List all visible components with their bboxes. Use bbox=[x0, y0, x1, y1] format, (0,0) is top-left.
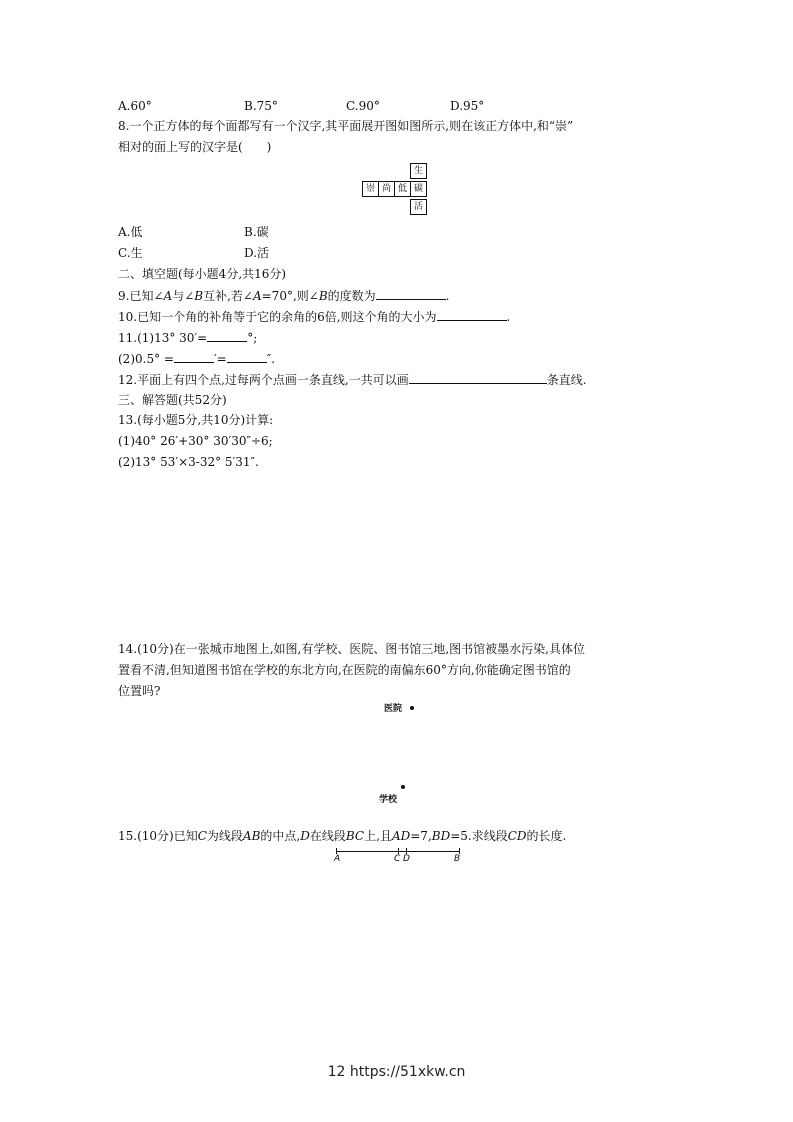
q11-line1 bbox=[118, 329, 257, 346]
q8-option-a: A.低 bbox=[118, 225, 143, 239]
q9-answer-blank[interactable] bbox=[376, 287, 446, 300]
q11-line1-post: °; bbox=[247, 331, 258, 345]
net-cell-2: 尚 bbox=[378, 181, 395, 197]
label-d: D bbox=[403, 854, 410, 864]
q15-var-ad: AD bbox=[391, 829, 411, 843]
q15-var-c: C bbox=[197, 829, 207, 843]
q11-2a-answer-blank[interactable] bbox=[174, 350, 214, 363]
q7-option-d: D.95° bbox=[450, 99, 485, 113]
section-3-heading: 三、解答题(共52分) bbox=[118, 393, 227, 407]
q15-var-bc: BC bbox=[345, 829, 365, 843]
q9-var-a: A bbox=[163, 289, 173, 303]
label-a: A bbox=[334, 854, 341, 864]
label-b: B bbox=[454, 854, 461, 864]
q15-t5: =7, bbox=[410, 829, 432, 843]
net-cell-top: 生 bbox=[410, 163, 427, 179]
page-footer: 12 https://51xkw.cn bbox=[327, 1064, 466, 1080]
q11-1-answer-blank[interactable] bbox=[207, 329, 247, 342]
q11-line2-post: ″. bbox=[266, 352, 276, 366]
q15-pre: 15.(10分)已知 bbox=[118, 829, 198, 843]
section-2-heading: 二、填空题(每小题4分,共16分) bbox=[118, 267, 287, 281]
school-label: 学校 bbox=[379, 795, 398, 805]
q15-t6: =5.求线段 bbox=[450, 829, 508, 843]
q9-mid2: 互补,若∠ bbox=[203, 289, 253, 303]
q8-option-c: C.生 bbox=[118, 246, 143, 260]
q9-mid1: 与∠ bbox=[172, 289, 195, 303]
cube-net-figure bbox=[362, 163, 432, 215]
q9-post: 的度数为 bbox=[327, 289, 376, 303]
q15-t2: 的中点, bbox=[260, 829, 301, 843]
q9-text bbox=[118, 287, 450, 304]
q8-option-d: D.活 bbox=[244, 246, 270, 260]
q15-t1: 为线段 bbox=[206, 829, 243, 843]
q11-line1-pre: 11.(1)13° 30′= bbox=[118, 331, 208, 345]
q14-line3: 位置吗? bbox=[118, 684, 161, 698]
q14-line2: 置看不清,但知道图书馆在学校的东北方向,在医院的南偏东60°方向,你能确定图书馆的 bbox=[118, 663, 571, 677]
q11-line2-pre: (2)0.5° = bbox=[118, 352, 174, 366]
q11-line2 bbox=[118, 350, 275, 367]
q15-var-bd: BD bbox=[431, 829, 451, 843]
net-cell-1: 崇 bbox=[362, 181, 379, 197]
q8-text-line2: 相对的面上写的汉字是( ) bbox=[118, 140, 272, 154]
q10-pre: 10.已知一个角的补角等于它的余角的6倍,则这个角的大小为 bbox=[118, 310, 437, 324]
q9-var-b: B bbox=[194, 289, 204, 303]
net-cell-3: 低 bbox=[394, 181, 411, 197]
q15-text bbox=[118, 828, 566, 844]
q7-option-b: B.75° bbox=[244, 99, 278, 113]
q15-var-cd: CD bbox=[507, 829, 527, 843]
q8-option-b: B.碳 bbox=[244, 225, 269, 239]
q15-var-ab: AB bbox=[242, 829, 261, 843]
q12-text bbox=[118, 371, 587, 388]
school-point bbox=[401, 785, 405, 789]
q15-t4: 上,且 bbox=[364, 829, 392, 843]
q8-text-line1: 8.一个正方体的每个面都写有一个汉字,其平面展开图如图所示,则在该正方体中,和“崇” bbox=[118, 119, 574, 133]
q13-line2: (1)40° 26′+30° 30′30″÷6; bbox=[118, 434, 273, 448]
q12-post: 条直线. bbox=[546, 373, 587, 387]
q14-line1: 14.(10分)在一张城市地图上,如图,有学校、医院、图书馆三地,图书馆被墨水污染,具体位 bbox=[118, 642, 585, 656]
q10-text bbox=[118, 308, 510, 325]
hospital-point bbox=[410, 706, 414, 710]
q10-end: . bbox=[506, 310, 511, 324]
q10-answer-blank[interactable] bbox=[437, 308, 507, 321]
hospital-label: 医院 bbox=[384, 704, 403, 714]
q9-var-b2: B bbox=[318, 289, 328, 303]
q15-t7: 的长度. bbox=[526, 829, 567, 843]
q15-t3: 在线段 bbox=[309, 829, 346, 843]
q13-line3: (2)13° 53′×3-32° 5′31″. bbox=[118, 455, 259, 469]
q9-mid3: =70°,则∠ bbox=[261, 289, 319, 303]
label-c: C bbox=[394, 854, 401, 864]
q7-option-c: C.90° bbox=[346, 99, 380, 113]
q12-pre: 12.平面上有四个点,过每两个点画一条直线,一共可以画 bbox=[118, 373, 409, 387]
q13-line1: 13.(每小题5分,共10分)计算: bbox=[118, 413, 274, 427]
q11-line2-mid: ′= bbox=[213, 352, 227, 366]
q15-var-d: D bbox=[300, 829, 310, 843]
q12-answer-blank[interactable] bbox=[409, 371, 547, 384]
q9-end: . bbox=[445, 289, 450, 303]
q9-var-a2: A bbox=[252, 289, 262, 303]
net-cell-bottom: 活 bbox=[410, 199, 427, 215]
line-segment-figure bbox=[334, 851, 462, 871]
q9-pre: 9.已知∠ bbox=[118, 289, 164, 303]
q7-option-a: A.60° bbox=[118, 99, 152, 113]
net-cell-4: 碳 bbox=[410, 181, 427, 197]
q11-2b-answer-blank[interactable] bbox=[227, 350, 267, 363]
